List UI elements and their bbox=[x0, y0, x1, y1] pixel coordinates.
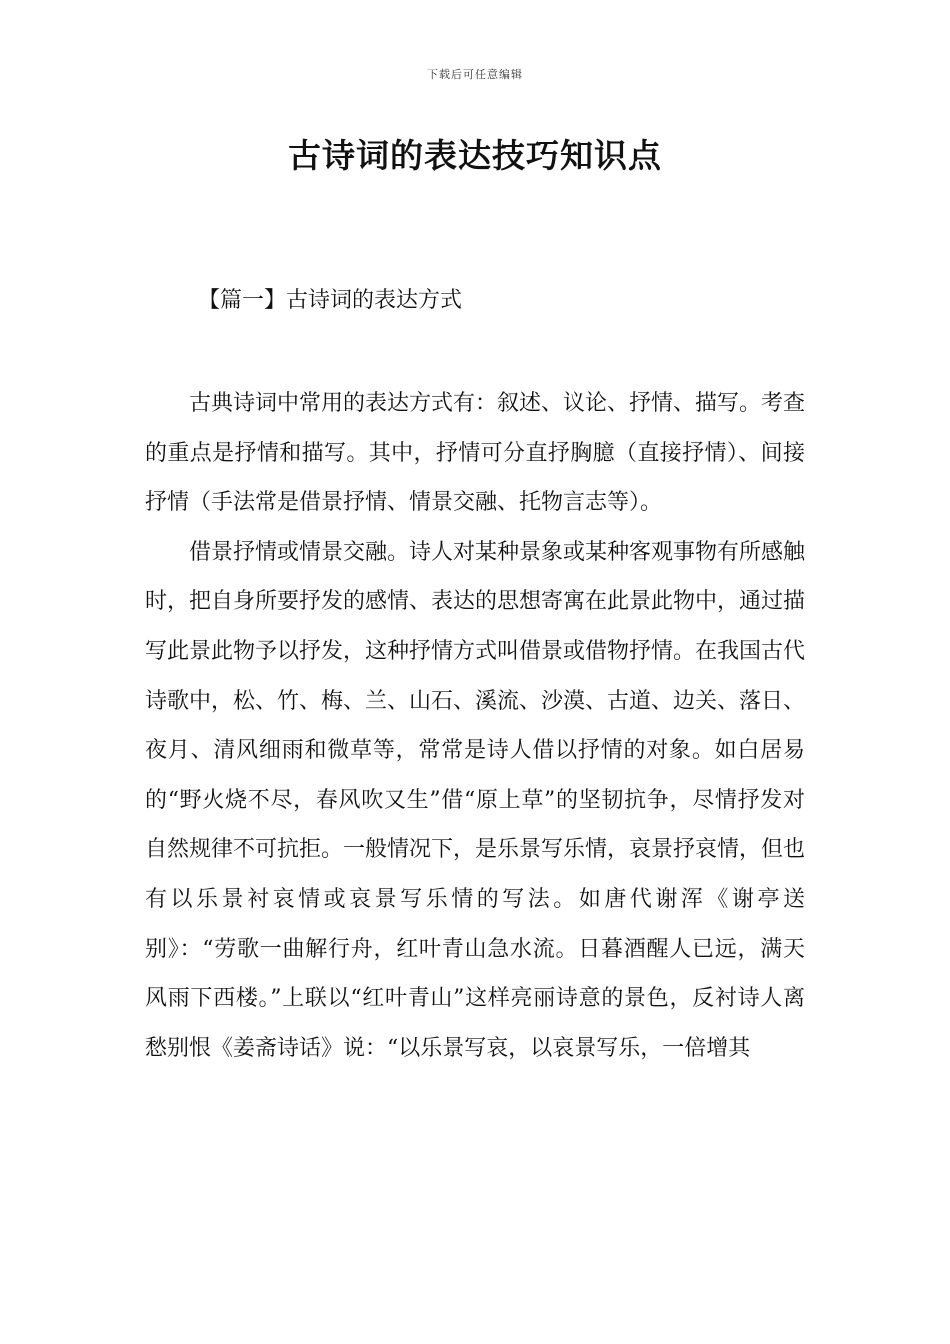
paragraph-2: 借景抒情或情景交融。诗人对某种景象或某种客观事物有所感触时，把自身所要抒发的感情、表达的思想寄寓在此景此物中，通过描写此景此物予以抒发，这种抒情方式叫借景或借物抒情。在我国古代诗歌中，松、竹、梅、兰、山石、溪流、沙漠、古道、边关、落日、夜月、清风细雨和微草等，常常是诗人借以抒情的对象。如白居易的“野火烧不尽，春风吹又生”借“原上草”的坚韧抗争，尽情抒发对自然规律不可抗拒。一般情况下，是乐景写乐情，哀景抒哀情，但也有以乐景衬哀情或哀景写乐情的写法。如唐代谢浑《谢亭送别》：“劳歌一曲解行舟，红叶青山急水流。日暮酒醒人已远，满天风雨下西楼。”上联以“红叶青山”这样亮丽诗意的景色，反衬诗人离愁别恨《姜斋诗话》说：“以乐景写哀，以哀景写乐，一倍增其 bbox=[145, 539, 806, 1061]
paragraph-1: 古典诗词中常用的表达方式有：叙述、议论、抒情、描写。考查的重点是抒情和描写。其中，抒情可分直抒胸臆（直接抒情）、间接抒情（手法常是借景抒情、情景交融、托物言志等）。 bbox=[145, 391, 806, 516]
body-text bbox=[145, 379, 805, 1073]
document-title: 古诗词的表达技巧知识点 bbox=[288, 136, 662, 175]
section-heading: 【篇一】古诗词的表达方式 bbox=[198, 288, 463, 313]
header-note: 下载后可任意编辑 bbox=[427, 68, 523, 81]
